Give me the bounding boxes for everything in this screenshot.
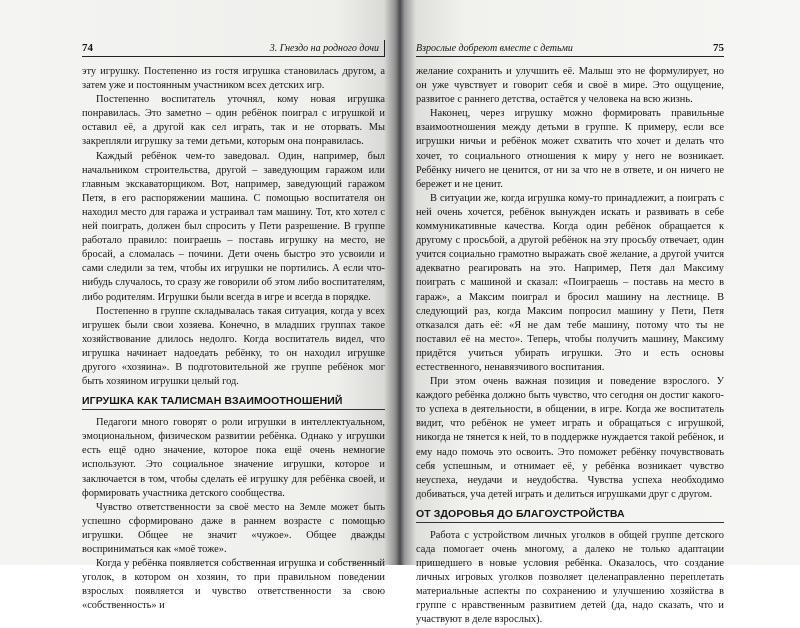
paragraph: Педагоги много говорят о роли игрушки в интеллектуальном, эмоциональном, физическом развитии ребёнка. Однако у игрушки есть ещё одно значение, которое пока ещё очень немногие используют. Это социальное значение игрушки, которое и заключается в том, чтобы сделать её игрушку для ребёнка своей, и формировать участника детского сообщества. — [82, 417, 385, 499]
paragraph: Каждый ребёнок чем-то заведовал. Один, например, был начальником строительства, другой – заведующим гаражом или главным экскаваторщиком. Вот, например, заведующий гаражом Петя, в его распоряжении машина. С помощью воспитателя он находил место для гаража и устраивал там машину. Тот, кто хотел с ней поиграть, должен был спросить у Пети разрешение. В группе работало правило: поиграешь – поставь игрушку на место, не бросай, а сломалась – почини. Дети очень быстро это усвоили и сами следили за тем, чтобы их игрушки не портились. А если что-нибудь случалось, то сразу же говорили об этом либо воспитателям, либо родителям. Игрушки были всегда в игре и всегда в порядке. — [82, 150, 385, 303]
left-page-body — [82, 65, 385, 613]
paragraph: В ситуации же, когда игрушка кому-то принадлежит, а поиграть с ней очень хочется, ребёнок вынужден искать и развивать в себе коммуникативные качества. Когда один ребёнок обращается к другому с просьбой, а другой ребёнок на эту просьбу отвечает, один учится социально грамотно выражать своё желание, а другой учится адекватно реагировать на это. Например, Петя дал Максиму поиграть с машиной и сказал: «Поиграешь – поставь на место в гараж», а Максим поиграл и бросил машину на лестнице. В следующий раз, когда Максим попросил машину у Пети, Петя отказался дать её: «Я не дам тебе машину, потому что ты не поставил её на место». Теперь, чтобы получить машину, Максиму придётся учиться убирать игрушки. Это и есть основы естественного, ненавязчивого воспитания. — [416, 192, 724, 373]
paragraph: Постепенно в группе складывалась такая ситуация, когда у всех игрушек были свои хозяева. Конечно, в младших группах такое хозяйствование длилось недолго. Когда воспитатель видел, что игрушка начинает надоедать ребёнку, то он находил игрушке другого «хозяина». В подготовительной же группе ребёнок мог быть хозяином игрушки целый год. — [82, 305, 385, 388]
section-heading: ИГРУШКА КАК ТАЛИСМАН ВЗАИМООТНОШЕНИЙ — [82, 395, 385, 410]
paragraph: Постепенно воспитатель уточнял, кому новая игрушка понравилась. Это заметно – один ребёнок поиграл с игрушкой и оставил её, а другой как сел играть, так и не оторвать. Мы закрепляли игрушку за теми детьми, которым она понравилась. — [82, 94, 385, 148]
left-running-title: 3. Гнездо на родного дочи — [269, 43, 379, 54]
left-page — [82, 40, 385, 612]
paragraph: Наконец, через игрушку можно формировать правильные взаимоотношения между детьми в группе. К примеру, если все игрушки ничьи и ребёнок может схватить что хочет и делать что хочет, то социального отношения к миру у него не возникает. Ребёнку ничего не ценится, от ни за что не в ответе, и он ничего не бережет и не ценит. — [416, 108, 724, 190]
paragraph: Работа с устройством личных уголков в общей группе детского сада помогает очень многому, а далеко не только адаптации пришедшего в новые условия ребёнка. Оказалось, что создание личных игровых уголков позволяет целенаправленно переплетать материальные аспекты по сохранению и улучшению хозяйства в группе с нравственным развитием детей (да, надо сказать, что и участвуют в деле взрослых). — [416, 529, 724, 626]
left-page-header — [82, 40, 385, 57]
right-page — [416, 40, 724, 626]
section-heading: ОТ ЗДОРОВЬЯ ДО БЛАГОУСТРОЙСТВА — [416, 508, 724, 523]
paragraph: желание сохранить и улучшить её. Малыш это не формулирует, но он уже чувствует и говорит себя и своё в мире. Это ощущение, развитое с раннего детства, остаётся у человека на всю жизнь. — [416, 66, 724, 106]
right-page-header — [416, 40, 724, 57]
right-running-title: Взрослые добреют вместе с детьми — [416, 43, 573, 54]
paragraph: Чувство ответственности за своё место на Земле может быть успешно сформировано даже в раннем возрасте с помощью игрушки. Общее не значит «чужое». Общее дважды восприниматься как «моё тоже». — [82, 501, 385, 555]
left-page-number: 74 — [82, 42, 93, 54]
right-page-body — [416, 65, 724, 628]
paragraph: эту игрушку. Постепенно из гостя игрушка становилась другом, а затем уже и постоянным участником всех детских игр. — [82, 66, 385, 92]
right-page-number: 75 — [713, 42, 724, 54]
paragraph: Когда у ребёнка появляется собственная игрушка и собственный уголок, в котором он хозяин, то при правильном поведении взрослых появляется и чувство ответственности за свою «собственность» и — [82, 558, 385, 612]
paragraph: При этом очень важная позиция и поведение взрослого. У каждого ребёнка должно быть чувство, что сегодня он достиг какого-то успеха в деятельности, в общении, в игре. Когда же воспитатель видит, что ребёнок не умеет играть и обращаться с игрушкой, никогда не тянется к ней, то в поддержке нуждается такой ребёнок, и ему надо помочь это освоить. Это поможет ребёнку почувствовать себя успешным, и отнимает её, у ребёнка возникает чувство неуспеха, неудачи и неудобства. Чувства успеха необходимо добиваться, уча детей играть и делиться игрушками друг с другом. — [416, 376, 724, 500]
